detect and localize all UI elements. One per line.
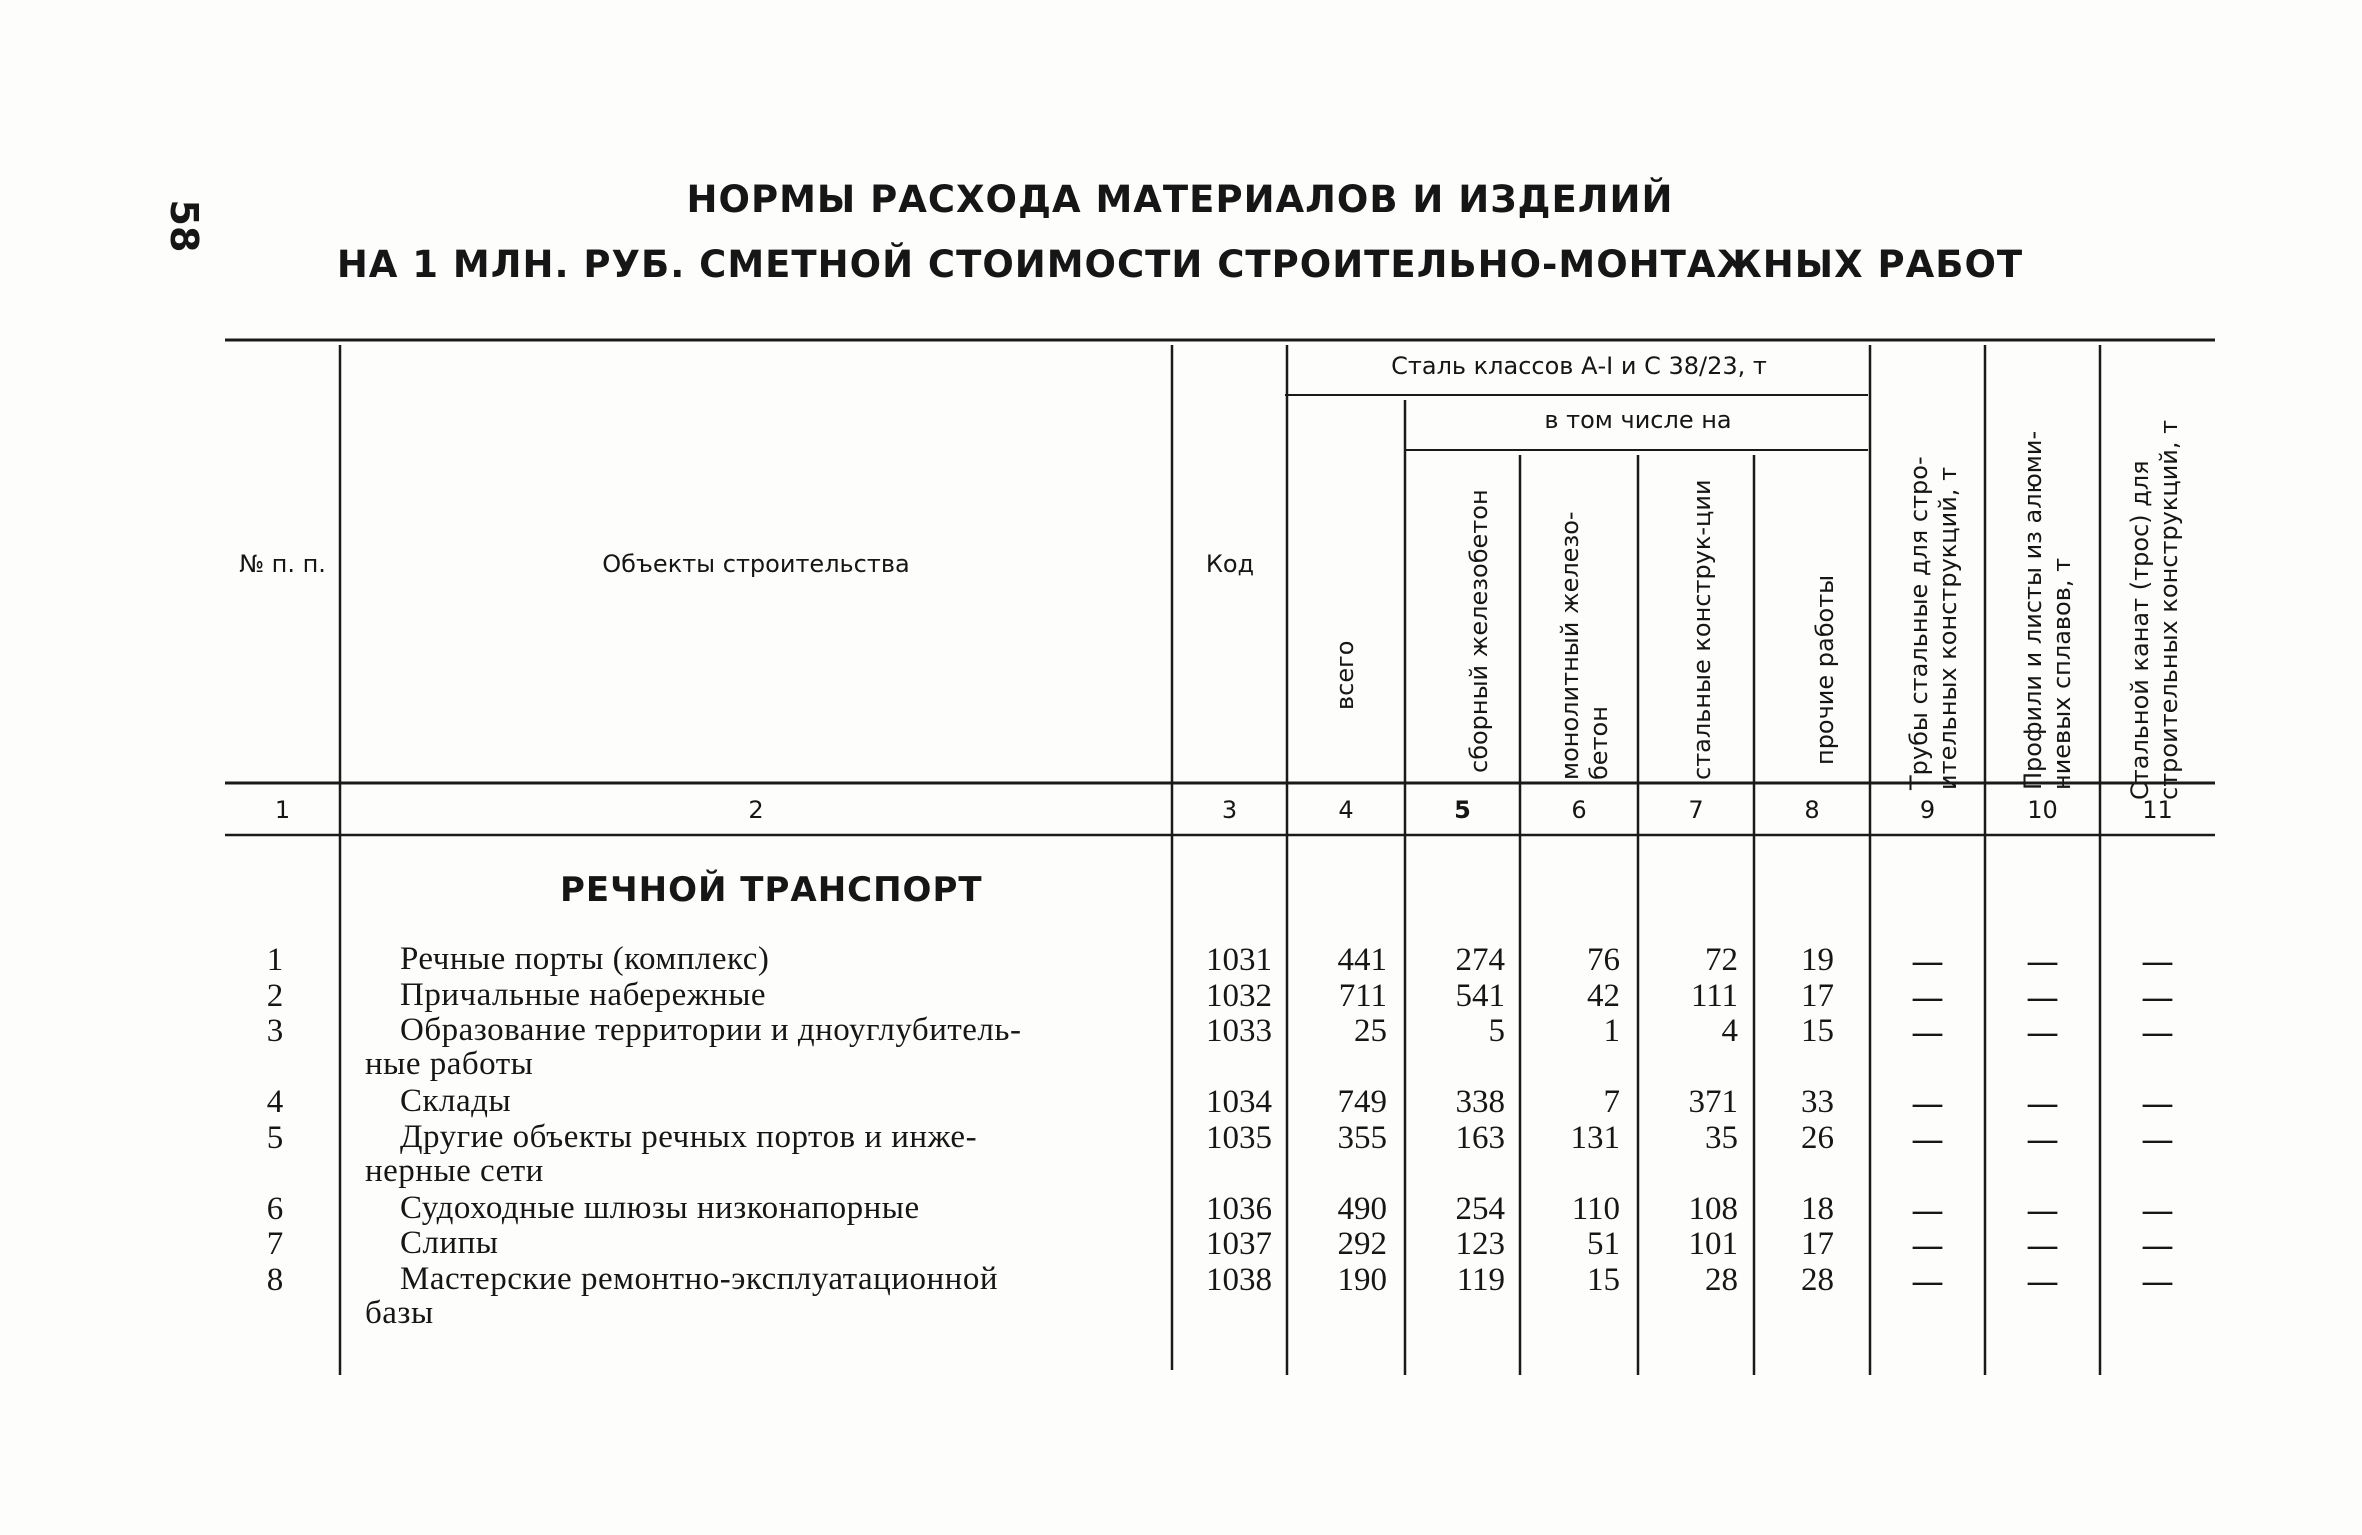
cell-aluminum: — [2026, 1120, 2059, 1159]
cell-code: 1036 [1206, 1191, 1272, 1227]
row-object-name: Другие объекты речных портов и инже- [400, 1119, 978, 1155]
cell-monolithic: 51 [1587, 1226, 1620, 1262]
cell-total: 490 [1337, 1191, 1387, 1227]
cell-precast: 338 [1455, 1084, 1505, 1120]
row-object-name: Причальные набережные [400, 977, 767, 1013]
cell-precast: 5 [1488, 1013, 1505, 1049]
cell-monolithic: 7 [1603, 1084, 1620, 1120]
column-number: 6 [1571, 796, 1587, 824]
row-number: 7 [266, 1226, 284, 1262]
cell-cable: — [2141, 1120, 2174, 1159]
cell-other: 17 [1801, 1226, 1834, 1262]
row-number: 1 [266, 942, 284, 978]
cell-code: 1033 [1206, 1013, 1272, 1049]
header-steel-structures: стальные конструк-ции [1687, 479, 1716, 780]
row-object-name: Речные порты (комплекс) [400, 941, 770, 977]
cell-total: 292 [1337, 1226, 1387, 1262]
header-no: № п. п. [239, 550, 326, 578]
column-number: 10 [2027, 796, 2058, 824]
cell-pipes: — [1911, 1262, 1944, 1301]
cell-steel: 28 [1705, 1262, 1738, 1298]
cell-other: 15 [1801, 1013, 1834, 1049]
cell-monolithic: 1 [1603, 1013, 1620, 1049]
cell-code: 1035 [1206, 1120, 1272, 1156]
cell-code: 1034 [1206, 1084, 1272, 1120]
header-pipes: Трубы стальные для стро-ительных конструкций, т [1905, 456, 1962, 790]
column-number: 4 [1338, 796, 1354, 824]
cell-cable: — [2141, 1262, 2174, 1301]
cell-other: 17 [1801, 978, 1834, 1014]
column-number: 3 [1221, 796, 1238, 824]
cell-cable: — [2141, 978, 2174, 1017]
cell-aluminum: — [2026, 1262, 2059, 1301]
cell-cable: — [2141, 942, 2174, 981]
cell-cable: — [2141, 1191, 2174, 1230]
cell-steel: 108 [1688, 1191, 1738, 1227]
cell-code: 1037 [1206, 1226, 1272, 1262]
row-object-name: Образование территории и дноуглубитель- [400, 1012, 1022, 1048]
row-number: 6 [266, 1191, 284, 1227]
column-number: 1 [274, 796, 291, 824]
cell-aluminum: — [2026, 1191, 2059, 1230]
cell-precast: 163 [1455, 1120, 1505, 1156]
cell-steel: 72 [1705, 942, 1738, 978]
column-number: 2 [748, 796, 764, 824]
header-steel-group: Сталь классов А-I и С 38/23, т [1391, 352, 1767, 380]
cell-aluminum: — [2026, 942, 2059, 981]
cell-precast: 541 [1455, 978, 1505, 1014]
cell-total: 711 [1338, 978, 1387, 1014]
cell-precast: 119 [1456, 1262, 1505, 1298]
cell-steel: 111 [1690, 978, 1738, 1014]
header-cable: Стальной канат (трос) для строительных конструкций, т [2126, 419, 2183, 800]
cell-other: 33 [1801, 1084, 1834, 1120]
cell-monolithic: 131 [1570, 1120, 1620, 1156]
cell-code: 1031 [1206, 942, 1272, 978]
header-monolithic: монолитный железо-бетон [1556, 511, 1613, 780]
column-number: 11 [2142, 796, 2173, 824]
column-number: 7 [1688, 796, 1704, 824]
cell-other: 18 [1801, 1191, 1834, 1227]
cell-monolithic: 42 [1587, 978, 1620, 1014]
cell-aluminum: — [2026, 1226, 2059, 1265]
cell-pipes: — [1911, 1191, 1944, 1230]
row-number: 2 [266, 978, 284, 1014]
cell-other: 28 [1801, 1262, 1834, 1298]
cell-aluminum: — [2026, 978, 2059, 1017]
column-number: 5 [1454, 796, 1471, 824]
row-object-name: Слипы [400, 1225, 499, 1261]
cell-cable: — [2141, 1084, 2174, 1123]
cell-total: 190 [1337, 1262, 1387, 1298]
cell-precast: 274 [1455, 942, 1505, 978]
section-title: РЕЧНОЙ ТРАНСПОРТ [560, 870, 983, 910]
row-object-name: Склады [400, 1083, 512, 1119]
header-aluminum: Профили и листы из алюми-ниевых сплавов, т [2019, 430, 2076, 790]
page-number: 58 [162, 199, 206, 253]
cell-code: 1038 [1206, 1262, 1272, 1298]
cell-precast: 254 [1455, 1191, 1505, 1227]
cell-pipes: — [1911, 1013, 1944, 1052]
cell-cable: — [2141, 1013, 2174, 1052]
cell-code: 1032 [1206, 978, 1272, 1014]
cell-aluminum: — [2026, 1084, 2059, 1123]
row-number: 5 [266, 1120, 284, 1156]
row-object-name-continued: базы [365, 1295, 434, 1331]
cell-pipes: — [1911, 1120, 1944, 1159]
header-code: Код [1205, 550, 1255, 578]
row-object-name: Судоходные шлюзы низконапорные [400, 1190, 920, 1226]
cell-precast: 123 [1455, 1226, 1505, 1262]
row-number: 4 [266, 1084, 284, 1120]
cell-steel: 4 [1721, 1013, 1738, 1049]
cell-pipes: — [1911, 1084, 1944, 1123]
row-object-name-continued: ные работы [365, 1046, 534, 1082]
header-precast: сборный железобетон [1464, 489, 1493, 773]
cell-other: 26 [1801, 1120, 1834, 1156]
row-number: 3 [266, 1013, 284, 1049]
cell-monolithic: 110 [1571, 1191, 1620, 1227]
header-other-works: прочие работы [1810, 574, 1839, 765]
cell-cable: — [2141, 1226, 2174, 1265]
cell-other: 19 [1801, 942, 1834, 978]
row-object-name-continued: нерные сети [365, 1153, 544, 1189]
cell-steel: 101 [1688, 1226, 1738, 1262]
page-title-line-2: НА 1 МЛН. РУБ. СМЕТНОЙ СТОИМОСТИ СТРОИТЕЛЬНО-МОНТАЖНЫХ РАБОТ [336, 243, 2024, 286]
cell-aluminum: — [2026, 1013, 2059, 1052]
column-number: 9 [1919, 796, 1936, 824]
cell-steel: 371 [1688, 1084, 1738, 1120]
row-number: 8 [266, 1262, 284, 1298]
header-including: в том числе на [1544, 406, 1732, 434]
cell-total: 355 [1337, 1120, 1387, 1156]
cell-total: 749 [1337, 1084, 1387, 1120]
column-number: 8 [1804, 796, 1820, 824]
cell-pipes: — [1911, 1226, 1944, 1265]
header-objects: Объекты строительства [602, 550, 910, 578]
header-total: всего [1330, 640, 1359, 710]
cell-pipes: — [1911, 978, 1944, 1017]
cell-pipes: — [1911, 942, 1944, 981]
cell-steel: 35 [1705, 1120, 1738, 1156]
page-title-line-1: НОРМЫ РАСХОДА МАТЕРИАЛОВ И ИЗДЕЛИЙ [686, 178, 1674, 221]
cell-total: 441 [1337, 942, 1387, 978]
row-object-name: Мастерские ремонтно-эксплуатационной [400, 1261, 998, 1297]
cell-monolithic: 15 [1587, 1262, 1620, 1298]
cell-monolithic: 76 [1587, 942, 1620, 978]
cell-total: 25 [1354, 1013, 1387, 1049]
